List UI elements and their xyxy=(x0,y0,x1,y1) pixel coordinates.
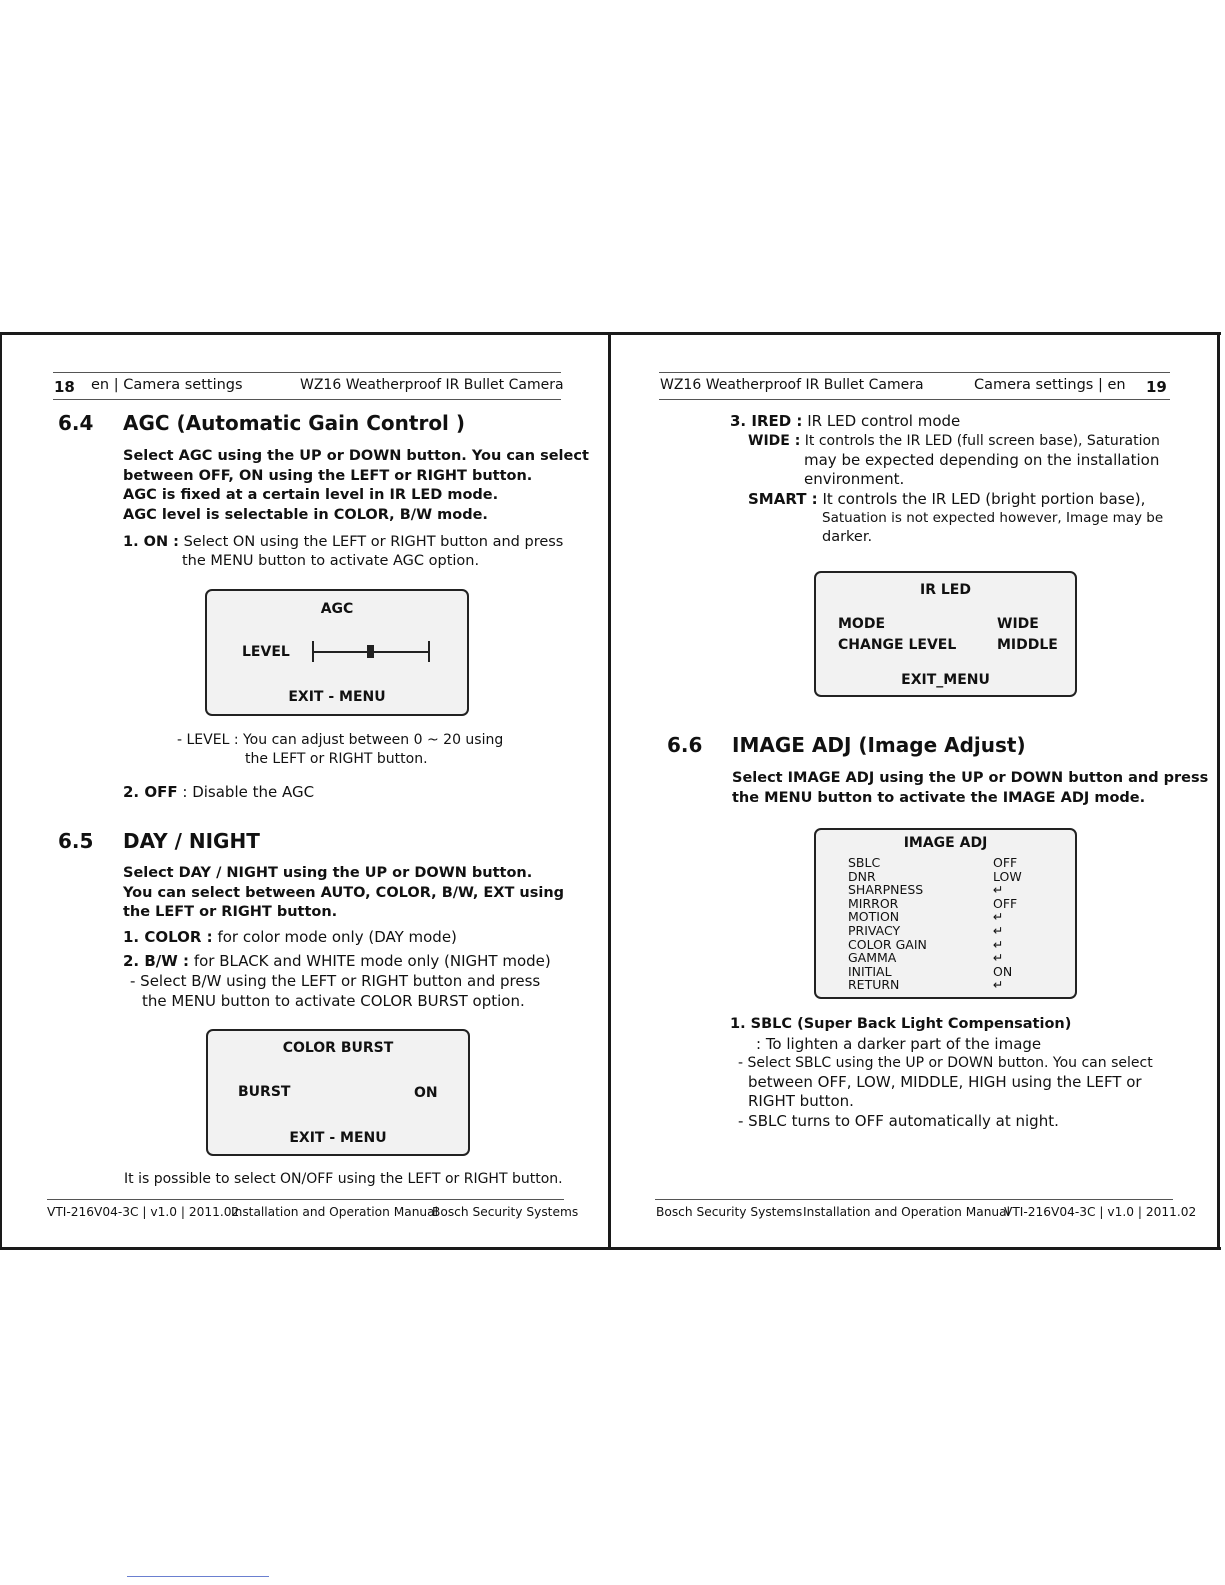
ir-led-osd-title: IR LED xyxy=(920,582,971,598)
ir-led-osd-mode-value: WIDE xyxy=(997,616,1039,632)
ired-wide-cont2: environment. xyxy=(804,470,905,488)
sblc-note-cont1: between OFF, LOW, MIDDLE, HIGH using the LEFT or xyxy=(748,1073,1142,1091)
left-page-number: 18 xyxy=(54,378,75,396)
ired-smart-item: SMART : It controls the IR LED (bright portion base), xyxy=(748,490,1146,508)
frame-left-border xyxy=(0,332,2,1250)
agc-on-item: 1. ON : Select ON using the LEFT or RIGHT button and press xyxy=(123,534,564,550)
section-6-4-intro: Select AGC using the UP or DOWN button. You can select between OFF, ON using the LEFT or RIGHT button. AGC is fixed at a certain level in IR LED mode. AGC level is selectable in COLOR, B/W mode. xyxy=(123,448,589,523)
color-burst-closing-note: It is possible to select ON/OFF using the LEFT or RIGHT button. xyxy=(124,1171,563,1187)
slider-min-tick xyxy=(312,641,314,662)
agc-on-item-cont: the MENU button to activate AGC option. xyxy=(182,553,480,569)
left-footer-doc: VTI-216V04-3C | v1.0 | 2011.02 xyxy=(47,1205,240,1219)
sblc-note-cont2: RIGHT button. xyxy=(748,1092,854,1110)
right-header-product: WZ16 Weatherproof IR Bullet Camera xyxy=(660,377,924,393)
image-adj-row-mirror: MIRROR OFF xyxy=(848,895,1018,911)
sblc-note: - Select SBLC using the UP or DOWN button. You can select xyxy=(738,1055,1153,1071)
left-header-rule-bottom xyxy=(53,399,561,400)
section-6-4-number: 6.4 xyxy=(58,411,94,435)
ir-led-osd-change-label: CHANGE LEVEL xyxy=(838,637,957,653)
left-footer-rule xyxy=(47,1199,564,1200)
color-burst-osd-exit: EXIT - MENU xyxy=(289,1130,387,1146)
ir-led-osd-mode-label: MODE xyxy=(838,616,886,632)
section-6-6-number: 6.6 xyxy=(667,733,703,757)
left-header-product: WZ16 Weatherproof IR Bullet Camera xyxy=(300,377,564,393)
bw-note: - Select B/W using the LEFT or RIGHT button and press xyxy=(130,972,541,990)
ir-led-osd-change-value: MIDDLE xyxy=(997,637,1058,653)
ired-smart-cont2: darker. xyxy=(822,529,873,545)
bw-note-cont: the MENU button to activate COLOR BURST option. xyxy=(142,992,525,1010)
color-mode-item: 1. COLOR : for color mode only (DAY mode) xyxy=(123,928,457,946)
color-burst-osd-screen xyxy=(206,1029,470,1156)
left-header-rule-top xyxy=(53,372,561,373)
agc-off-item: 2. OFF : Disable the AGC xyxy=(123,783,315,801)
bw-mode-item: 2. B/W : for BLACK and WHITE mode only (NIGHT mode) xyxy=(123,952,551,970)
left-footer-company: Bosch Security Systems xyxy=(432,1205,579,1219)
sblc-desc: : To lighten a darker part of the image xyxy=(756,1035,1042,1053)
right-footer-manual: Installation and Operation Manual xyxy=(803,1205,1010,1219)
ired-wide-cont1: may be expected depending on the installation xyxy=(804,451,1160,469)
level-note-cont: the LEFT or RIGHT button. xyxy=(245,751,428,767)
image-adj-osd-title: IMAGE ADJ xyxy=(903,835,988,851)
right-header-rule-top xyxy=(659,372,1170,373)
ir-led-osd-exit: EXIT_MENU xyxy=(901,672,990,688)
ired-wide-item: WIDE : It controls the IR LED (full screen base), Saturation xyxy=(748,433,1160,449)
color-burst-osd-burst-value: ON xyxy=(414,1085,438,1101)
image-adj-row-sharpness: SHARPNESS ↵ xyxy=(848,882,1004,898)
left-footer-manual: Installation and Operation Manual xyxy=(231,1205,438,1219)
right-footer-company: Bosch Security Systems xyxy=(656,1205,803,1219)
agc-osd-level-label: LEVEL xyxy=(242,644,290,660)
agc-osd-title: AGC xyxy=(320,601,354,617)
frame-center-divider xyxy=(608,332,611,1250)
image-adj-row-privacy: PRIVACY ↵ xyxy=(848,923,1004,938)
color-burst-osd-title: COLOR BURST xyxy=(282,1040,394,1056)
section-6-6-intro: Select IMAGE ADJ using the UP or DOWN button and press the MENU button to activate the IMAGE ADJ mode. xyxy=(732,770,1209,806)
image-adj-row-sblc: SBLC OFF xyxy=(848,855,1018,870)
image-adj-row-motion: MOTION ↵ xyxy=(848,909,1004,925)
right-footer-doc: VTI-216V04-3C | v1.0 | 2011.02 xyxy=(1004,1205,1197,1219)
scan-underline-artifact xyxy=(127,1576,269,1577)
frame-right-border xyxy=(1217,332,1220,1250)
ired-item: 3. IRED : IR LED control mode xyxy=(730,412,961,430)
ired-smart-cont1: Satuation is not expected however, Image may be xyxy=(822,510,1164,526)
section-6-4-title: AGC (Automatic Gain Control ) xyxy=(123,411,466,435)
agc-osd-exit: EXIT - MENU xyxy=(288,689,386,705)
right-header-rule-bottom xyxy=(659,399,1170,400)
image-adj-row-color-gain: COLOR GAIN ↵ xyxy=(848,936,1004,952)
image-adj-row-dnr: DNR LOW xyxy=(848,868,1022,884)
ir-led-osd-screen xyxy=(814,571,1077,697)
right-footer-rule xyxy=(655,1199,1173,1200)
slider-thumb xyxy=(367,645,374,658)
right-header-section: Camera settings | en xyxy=(974,377,1126,393)
section-6-5-intro: Select DAY / NIGHT using the UP or DOWN button. You can select between AUTO, COLOR, B/W, EXT using the LEFT or RIGHT button. xyxy=(123,865,565,920)
image-adj-row-initial: INITIAL ON xyxy=(848,963,1013,979)
image-adj-row-gamma: GAMMA ↵ xyxy=(848,950,1004,966)
section-6-5-title: DAY / NIGHT xyxy=(123,829,260,853)
agc-osd-screen xyxy=(205,589,469,716)
slider-max-tick xyxy=(428,641,430,662)
sblc-title: 1. SBLC (Super Back Light Compensation) xyxy=(730,1016,1072,1032)
level-note: - LEVEL : You can adjust between 0 ~ 20 using xyxy=(177,732,504,748)
color-burst-osd-burst-label: BURST xyxy=(238,1084,291,1100)
section-6-6-title: IMAGE ADJ (Image Adjust) xyxy=(732,733,1026,757)
left-header-section: en | Camera settings xyxy=(91,377,243,393)
sblc-night-note: - SBLC turns to OFF automatically at night. xyxy=(738,1112,1059,1130)
image-adj-row-return: RETURN ↵ xyxy=(848,977,1004,993)
section-6-5-number: 6.5 xyxy=(58,829,94,853)
right-page-number: 19 xyxy=(1146,378,1167,396)
image-adj-osd-screen xyxy=(814,828,1077,999)
